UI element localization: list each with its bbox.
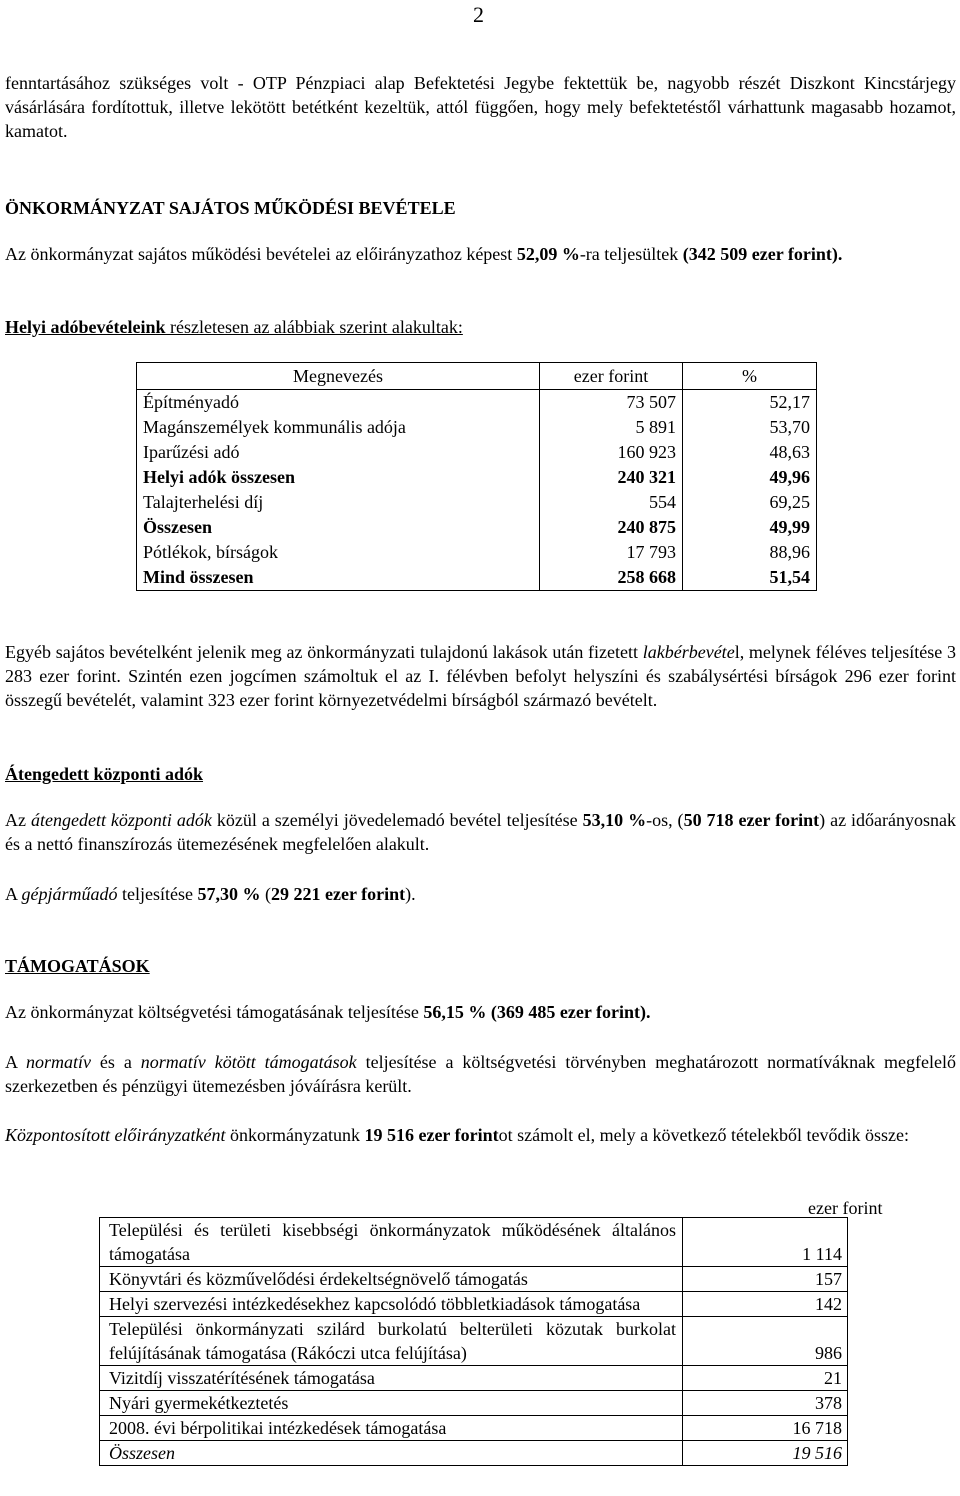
table-row [137, 515, 817, 540]
text-run: Az [5, 810, 31, 830]
text-run: Egyéb sajátos bevételként jelenik meg az önkormányzati tulajdonú lakások után fizetett [5, 642, 643, 662]
support-name-cell: Könyvtári és közművelődési érdekeltségnövelő támogatás [100, 1267, 683, 1292]
text-run: ( [260, 884, 271, 904]
tax-value-cell: 73 507 [540, 390, 683, 416]
table-header-row [137, 363, 817, 390]
tax-name-cell: Iparűzési adó [143, 442, 240, 462]
text-run: önkormányzatunk [225, 1125, 365, 1145]
centralized-support-table [99, 1217, 848, 1466]
support-value-cell: 1 114 [683, 1218, 848, 1267]
central-taxes-paragraph [5, 808, 956, 856]
column-header: ezer forint [540, 363, 683, 390]
local-tax-table [136, 362, 817, 591]
text-run: Az önkormányzat sajátos működési bevételei az előirányzathoz képest [5, 244, 517, 264]
text-run: -ra teljesültek [579, 244, 683, 264]
text-run: A [5, 884, 22, 904]
vehicle-tax-paragraph [5, 882, 956, 906]
table-row [100, 1218, 848, 1267]
table-row [137, 465, 817, 490]
table-row [137, 415, 817, 440]
text-run: részletesen az alábbiak szerint alakultak: [165, 317, 463, 337]
tax-name-cell: Összesen [143, 517, 212, 537]
text-run: normatív [25, 1052, 91, 1072]
text-run: Az önkormányzat költségvetési támogatásának teljesítése [5, 1002, 424, 1022]
support-value-cell: 142 [683, 1292, 848, 1317]
tax-value-cell: 17 793 [540, 540, 683, 565]
text-run: közül a személyi jövedelemadó bevétel teljesítése [211, 810, 583, 830]
support-name-cell: Vizitdíj visszatérítésének támogatása [100, 1366, 683, 1391]
section-heading-subsidies: TÁMOGATÁSOK [5, 956, 150, 976]
table-row [137, 440, 817, 465]
text-run: normatív kötött támogatások [140, 1052, 357, 1072]
normative-paragraph [5, 1050, 956, 1098]
text-run: (342 509 ezer forint). [682, 244, 843, 264]
text-run: 53,10 % [582, 810, 647, 830]
text-run: ot számolt el, mely a következő tételekből tevődik össze: [498, 1125, 909, 1145]
table-row [137, 540, 817, 565]
support-value-cell: 21 [683, 1366, 848, 1391]
table-row [100, 1267, 848, 1292]
tax-percent-cell: 51,54 [683, 565, 817, 591]
text-run: Központosított előirányzatként [5, 1125, 226, 1145]
own-revenue-paragraph [5, 242, 956, 266]
text-run: 52,09 % [516, 244, 580, 264]
text-run: átengedett központi adók [30, 810, 212, 830]
table-row [100, 1391, 848, 1416]
support-value-cell: 16 718 [683, 1416, 848, 1441]
text-run: teljesítése [117, 884, 198, 904]
table-row [100, 1416, 848, 1441]
support-name-cell: Helyi szervezési intézkedésekhez kapcsolódó többletkiadások támogatása [100, 1292, 683, 1317]
column-header: Megnevezés [137, 363, 540, 390]
tax-value-cell: 554 [540, 490, 683, 515]
intro-paragraph: fenntartásához szükséges volt - OTP Pénzpiaci alap Befektetési Jegybe fektettük be, nagyobb részét Diszkont Kincstárjegy vásárlására fordítottuk, illetve lekötött betétként kezeltük, attól függően, hogy mely befektetéstől várhattunk magasabb hozamot, kamatot. [5, 73, 956, 141]
text-run: -os, ( [646, 810, 684, 830]
table-row [100, 1317, 848, 1366]
tax-name-cell: Helyi adók összesen [143, 467, 296, 487]
tax-percent-cell: 53,70 [683, 415, 817, 440]
tax-percent-cell: 48,63 [683, 440, 817, 465]
tax-name-cell: Talajterhelési díj [143, 492, 264, 512]
centralized-paragraph [5, 1123, 956, 1147]
text-run: és a [90, 1052, 141, 1072]
table-row [137, 490, 817, 515]
text-run: 56,15 % (369 485 ezer forint). [423, 1002, 651, 1022]
table-row [137, 565, 817, 591]
unit-label: ezer forint [808, 1198, 883, 1218]
tax-name-cell: Magánszemélyek kommunális adója [143, 417, 406, 437]
text-run: A [5, 1052, 26, 1072]
support-total-label: Összesen [100, 1441, 683, 1466]
tax-value-cell: 258 668 [540, 565, 683, 591]
text-run: ). [405, 884, 416, 904]
tax-percent-cell: 52,17 [683, 390, 817, 416]
text-run: 19 516 ezer forint [364, 1125, 499, 1145]
tax-percent-cell: 49,96 [683, 465, 817, 490]
table-row [100, 1292, 848, 1317]
tax-value-cell: 160 923 [540, 440, 683, 465]
table-total-row [100, 1441, 848, 1466]
support-total-value: 19 516 [683, 1441, 848, 1466]
tax-name-cell: Építményadó [143, 392, 239, 412]
text-run: lakbérbevéte [642, 642, 735, 662]
page-number: 2 [473, 2, 484, 27]
support-name-cell: Települési önkormányzati szilárd burkolatú belterületi közutak burkolat felújításának támogatása (Rákóczi utca felújítása) [100, 1317, 683, 1366]
section-heading-own-revenue: ÖNKORMÁNYZAT SAJÁTOS MŰKÖDÉSI BEVÉTELE [5, 198, 456, 218]
support-name-cell: Nyári gyermekétkeztetés [100, 1391, 683, 1416]
subsidy-total-paragraph [5, 1000, 956, 1024]
text-run: teljesítése a költségvetési törvényben meghatározott normatíváknak megfelelő szerkezetben és pénzügyi ütemezésben jóváírásra került. [5, 1052, 957, 1096]
tax-value-cell: 240 875 [540, 515, 683, 540]
table-row [100, 1366, 848, 1391]
tax-percent-cell: 49,99 [683, 515, 817, 540]
other-revenue-paragraph [5, 640, 956, 712]
section-heading-central-taxes: Átengedett központi adók [5, 764, 204, 784]
text-run: 29 221 ezer forint [271, 884, 406, 904]
support-value-cell: 157 [683, 1267, 848, 1292]
support-value-cell: 986 [683, 1317, 848, 1366]
text-run: 50 718 ezer forint [683, 810, 820, 830]
text-run: gépjárműadó [21, 884, 118, 904]
tax-value-cell: 5 891 [540, 415, 683, 440]
tax-name-cell: Mind összesen [143, 567, 254, 587]
table-row [137, 390, 817, 416]
tax-name-cell: Pótlékok, bírságok [143, 542, 278, 562]
text-run: ) az időarányosnak és a nettó finanszírozás ütemezésének megfelelően alakult. [5, 810, 957, 854]
text-run: 57,30 % [197, 884, 261, 904]
support-value-cell: 378 [683, 1391, 848, 1416]
tax-value-cell: 240 321 [540, 465, 683, 490]
local-tax-intro [5, 315, 956, 339]
text-run: Helyi adóbevételeink [5, 317, 166, 337]
support-name-cell: Települési és területi kisebbségi önkormányzatok működésének általános támogatása [100, 1218, 683, 1267]
support-name-cell: 2008. évi bérpolitikai intézkedések támogatása [100, 1416, 683, 1441]
text-run: l, melynek féléves teljesítése 3 283 ezer forint. Szintén ezen jogcímen számoltuk el az I. félévben befolyt helyszíni és szabálysértési bírságok 296 ezer forint összegű bevételét, valamint 323 ezer forint környezetvédelmi bírságból származó bevételt. [5, 642, 956, 710]
column-header: % [683, 363, 817, 390]
tax-percent-cell: 69,25 [683, 490, 817, 515]
tax-percent-cell: 88,96 [683, 540, 817, 565]
